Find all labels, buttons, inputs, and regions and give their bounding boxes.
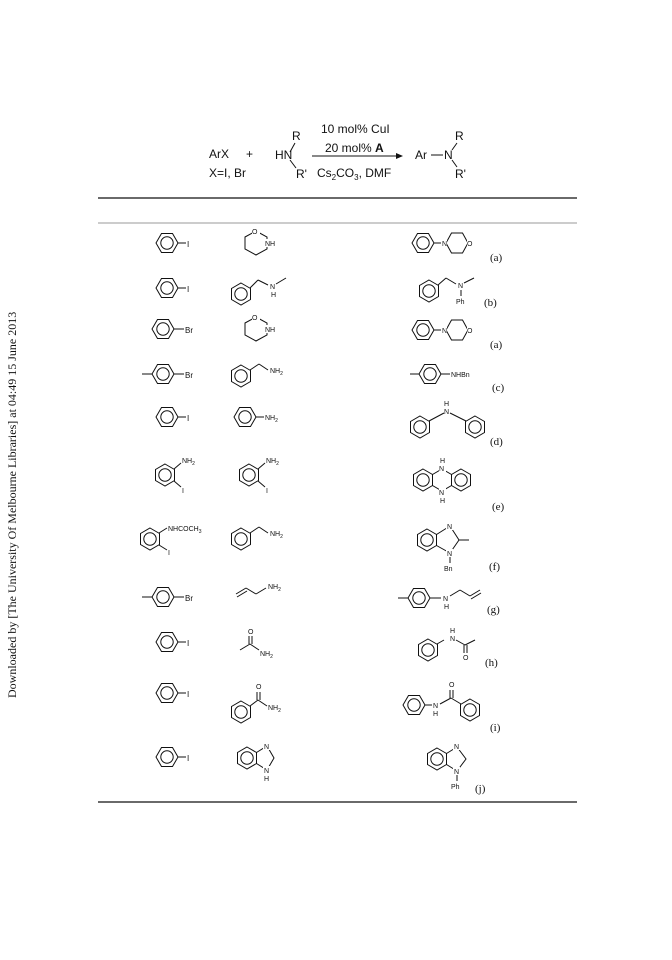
svg-text:I: I: [182, 488, 184, 495]
svg-text:N: N: [439, 490, 445, 497]
svg-text:N: N: [454, 769, 460, 776]
product-n: N: [444, 148, 453, 162]
svg-text:Ph: Ph: [456, 299, 465, 306]
svg-text:NH2: $NH_2$: [268, 705, 281, 714]
product-label: (i): [490, 722, 501, 734]
halide-options: X=I, Br: [209, 166, 247, 180]
svg-text:Ph: Ph: [451, 784, 460, 791]
table-row: [141, 522, 501, 573]
aryl-halide: ArX: [209, 147, 230, 161]
svg-text:O: O: [463, 655, 469, 662]
product-label: (b): [484, 297, 497, 309]
svg-text:N: N: [270, 284, 276, 291]
table-row: [156, 278, 497, 309]
svg-text:N: N: [447, 551, 453, 558]
svg-text:O: O: [449, 682, 455, 689]
product-label: (j): [475, 783, 486, 795]
product-ar: Ar: [415, 148, 427, 162]
table-row: [156, 682, 501, 734]
svg-text:H: H: [264, 776, 270, 783]
svg-text:N: N: [450, 636, 456, 643]
svg-text:NH2: $NH_2$: [266, 458, 279, 467]
product-label: (d): [490, 436, 503, 448]
svg-text:H: H: [450, 628, 456, 635]
svg-text:O: O: [252, 315, 258, 322]
svg-text:NHCOCH3: $NHCOCH_3$: [168, 526, 202, 535]
svg-text:Br: Br: [185, 594, 193, 603]
svg-text:O: O: [252, 229, 258, 236]
conditions-base-solvent: $Cs_2CO_3$, DMF: [317, 166, 392, 182]
product-label: (a): [490, 252, 503, 264]
product-label: (a): [490, 339, 503, 351]
svg-text:H: H: [444, 401, 450, 408]
table-row: [156, 628, 498, 669]
table-row: [156, 401, 503, 448]
svg-text:I: I: [187, 285, 190, 294]
svg-text:H: H: [444, 604, 450, 611]
svg-text:I: I: [187, 414, 190, 423]
svg-text:Br: Br: [185, 371, 193, 380]
svg-text:Br: Br: [185, 326, 193, 335]
svg-text:H: H: [433, 711, 439, 718]
svg-text:NH2: $NH_2$: [265, 415, 278, 424]
table-row: [156, 227, 503, 264]
download-notice-text: Downloaded by [The University Of Melbourne Libraries] at 04:49 15 June 2013: [5, 311, 19, 698]
conditions-catalyst: 10 mol% CuI: [321, 122, 390, 136]
svg-text:O: O: [467, 241, 473, 248]
svg-text:N: N: [443, 596, 449, 603]
svg-text:H: H: [271, 292, 277, 299]
svg-text:I: I: [187, 754, 190, 763]
svg-text:H: H: [440, 498, 446, 505]
svg-text:O: O: [467, 328, 473, 335]
svg-text:N: N: [264, 768, 270, 775]
amine-hn: HN: [275, 148, 293, 162]
svg-text:O: O: [256, 684, 262, 691]
svg-text:O: O: [248, 629, 254, 636]
svg-text:N: N: [442, 328, 448, 335]
svg-text:N: N: [264, 744, 270, 751]
svg-text:NH2: $NH_2$: [268, 584, 281, 593]
svg-text:NH2: $NH_2$: [270, 368, 283, 377]
conditions-ligand: 20 mol% A: [325, 141, 384, 155]
svg-text:NH2: $NH_2$: [260, 651, 273, 660]
svg-text:N: N: [454, 744, 460, 751]
plus-sign: +: [246, 147, 254, 161]
product-r: R: [455, 129, 464, 143]
product-r-prime: R': [455, 167, 466, 181]
svg-text:N: N: [447, 524, 453, 531]
svg-text:N: N: [439, 466, 445, 473]
reaction-scheme: [209, 122, 466, 182]
svg-text:N: N: [458, 283, 464, 290]
table-row: [156, 742, 486, 795]
table-row: [142, 364, 505, 394]
table-row: [156, 458, 505, 513]
amine-r-prime: R': [296, 167, 307, 181]
svg-text:I: I: [187, 690, 190, 699]
table-row: [142, 584, 500, 616]
svg-text:NH: NH: [265, 327, 276, 334]
svg-text:I: I: [266, 488, 268, 495]
product-label: (g): [487, 604, 500, 616]
product-label: (e): [492, 501, 505, 513]
svg-text:NHBn: NHBn: [451, 372, 470, 379]
reaction-arrowhead: [396, 153, 403, 159]
svg-text:NH: NH: [265, 241, 276, 248]
svg-text:I: I: [187, 240, 190, 249]
svg-text:N: N: [442, 241, 448, 248]
svg-text:NH2: $NH_2$: [270, 531, 283, 540]
product-label: (h): [485, 657, 498, 669]
svg-text:N: N: [433, 703, 439, 710]
amine-r: R: [292, 129, 301, 143]
product-label: (f): [489, 561, 500, 573]
svg-text:I: I: [187, 639, 190, 648]
svg-text:I: I: [168, 550, 170, 557]
svg-text:Bn: Bn: [444, 566, 453, 573]
product-label: (c): [492, 382, 505, 394]
svg-text:N: N: [444, 409, 450, 416]
svg-text:NH2: $NH_2$: [182, 458, 195, 467]
svg-text:H: H: [440, 458, 446, 465]
table-row: [152, 313, 503, 351]
